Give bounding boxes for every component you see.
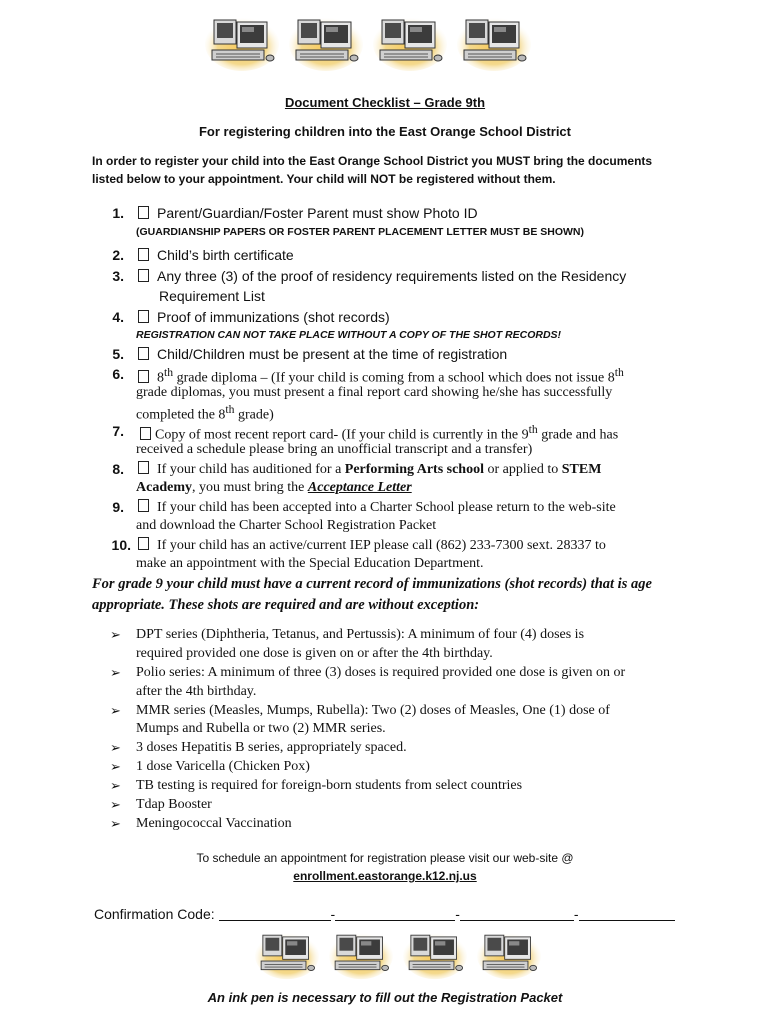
checklist-item-3: Any three (3) of the proof of residency requirements listed on the Residency <box>138 268 626 284</box>
checklist-item-8: If your child has auditioned for a Performing Arts school or applied to STEM <box>138 461 601 478</box>
shot-item-tdap: Tdap Booster <box>136 797 212 812</box>
item-4-note: REGISTRATION CAN NOT TAKE PLACE WITHOUT A COPY OF THE SHOT RECORDS! <box>136 329 562 341</box>
checkbox-icon <box>138 370 149 383</box>
item-1-note: (GUARDIANSHIP PAPERS OR FOSTER PARENT PLACEMENT LETTER MUST BE SHOWN) <box>136 226 585 238</box>
immunization-intro-line-1: For grade 9 your child must have a current record of immunizations (shot records) that is age <box>92 576 652 592</box>
arrow-bullet-icon: ➢ <box>110 627 121 642</box>
checklist-item-5: Child/Children must be present at the time of registration <box>138 346 507 362</box>
item-number: 1. <box>112 205 124 221</box>
checklist-item-7: Copy of most recent report card- (If your child is currently in the 9th grade and has <box>140 423 618 444</box>
shot-item-polio: Polio series: A minimum of three (3) doses is required provided one dose is given on or <box>136 665 626 680</box>
checklist-item-2: Child’s birth certificate <box>138 247 294 263</box>
item-number: 6. <box>112 366 124 382</box>
checklist-item-10-cont: make an appointment with the Special Education Department. <box>136 556 484 571</box>
header-clipart-row <box>204 14 532 72</box>
checkbox-icon <box>138 248 149 261</box>
arrow-bullet-icon: ➢ <box>110 665 121 680</box>
checklist-item-7-cont: received a schedule please bring an unofficial transcript and a transfer) <box>136 442 533 457</box>
confirmation-blank <box>335 906 455 921</box>
computer-clipart-icon <box>402 930 468 980</box>
arrow-bullet-icon: ➢ <box>110 778 121 793</box>
footer-clipart-row <box>254 930 542 980</box>
shot-item-polio-cont: after the 4th birthday. <box>136 684 257 699</box>
schedule-text: To schedule an appointment for registration please visit our web-site @ <box>196 851 574 865</box>
checklist-item-3-cont: Requirement List <box>159 288 265 304</box>
computer-clipart-icon <box>254 930 320 980</box>
checkbox-icon <box>138 347 149 360</box>
checklist-item-9: If your child has been accepted into a Charter School please return to the web-site <box>138 499 616 516</box>
shot-item-hepatitis: 3 doses Hepatitis B series, appropriately spaced. <box>136 740 407 755</box>
intro-line-2: listed below to your appointment. Your child will NOT be registered without them. <box>92 172 556 186</box>
item-number: 3. <box>112 268 124 284</box>
shot-item-meningococcal: Meningococcal Vaccination <box>136 816 292 831</box>
item-number: 5. <box>112 346 124 362</box>
document-subtitle: For registering children into the East Orange School District <box>198 124 571 139</box>
intro-line-1: In order to register your child into the East Orange School District you MUST bring the documents <box>92 154 653 168</box>
immunization-intro-line-2: appropriate. These shots are required and are without exception: <box>92 597 480 613</box>
item-number: 10. <box>111 537 131 553</box>
shot-item-dpt: DPT series (Diphtheria, Tetanus, and Pertussis): A minimum of four (4) doses is <box>136 627 585 642</box>
item-number: 2. <box>112 247 124 263</box>
computer-clipart-icon <box>288 14 364 72</box>
shot-item-varicella: 1 dose Varicella (Chicken Pox) <box>136 759 310 774</box>
computer-clipart-icon <box>476 930 542 980</box>
checklist-item-8-cont: Academy, you must bring the Acceptance Letter <box>136 480 412 495</box>
checklist-item-6-cont-2: completed the 8th grade) <box>136 403 274 423</box>
item-number: 4. <box>112 309 124 325</box>
arrow-bullet-icon: ➢ <box>110 740 121 755</box>
checklist-item-6-cont: grade diplomas, you must present a final report card showing he/she has successfully <box>136 385 613 400</box>
arrow-bullet-icon: ➢ <box>110 759 121 774</box>
shot-item-tb: TB testing is required for foreign-born students from select countries <box>136 778 523 793</box>
item-number: 7. <box>112 423 124 439</box>
checkbox-icon <box>138 310 149 323</box>
enrollment-url: enrollment.eastorange.k12.nj.us <box>293 869 477 883</box>
computer-clipart-icon <box>456 14 532 72</box>
checklist-item-1: Parent/Guardian/Foster Parent must show Photo ID <box>138 205 478 221</box>
checkbox-icon <box>138 206 149 219</box>
checkbox-icon <box>138 269 149 282</box>
arrow-bullet-icon: ➢ <box>110 703 121 718</box>
document-title: Document Checklist – Grade 9th <box>284 95 486 110</box>
confirmation-blank <box>460 906 574 921</box>
computer-clipart-icon <box>372 14 448 72</box>
confirmation-code: Confirmation Code: - - - <box>94 906 675 922</box>
checkbox-icon <box>140 427 151 440</box>
arrow-bullet-icon: ➢ <box>110 816 121 831</box>
checkbox-icon <box>138 537 149 550</box>
checklist-item-4: Proof of immunizations (shot records) <box>138 309 390 325</box>
checklist-item-10: If your child has an active/current IEP please call (862) 233-7300 sext. 28337 to <box>138 537 606 554</box>
confirmation-blank <box>579 906 675 921</box>
acceptance-letter-text: Acceptance Letter <box>307 480 412 495</box>
arrow-bullet-icon: ➢ <box>110 797 121 812</box>
checklist-item-6: 8th grade diploma – (If your child is coming from a school which does not issue 8th <box>138 366 624 387</box>
footer-note: An ink pen is necessary to fill out the Registration Packet <box>207 990 563 1005</box>
shot-item-dpt-cont: required provided one dose is given on or after the 4th birthday. <box>136 646 493 661</box>
item-number: 8. <box>112 461 124 477</box>
shot-item-mmr: MMR series (Measles, Mumps, Rubella): Two (2) doses of Measles, One (1) dose of <box>136 703 610 718</box>
checkbox-icon <box>138 461 149 474</box>
checkbox-icon <box>138 499 149 512</box>
computer-clipart-icon <box>204 14 280 72</box>
confirmation-blank <box>219 906 331 921</box>
computer-clipart-icon <box>328 930 394 980</box>
item-number: 9. <box>112 499 124 515</box>
checklist-item-9-cont: and download the Charter School Registration Packet <box>136 518 437 533</box>
shot-item-mmr-cont: Mumps and Rubella or two (2) MMR series. <box>136 721 386 736</box>
